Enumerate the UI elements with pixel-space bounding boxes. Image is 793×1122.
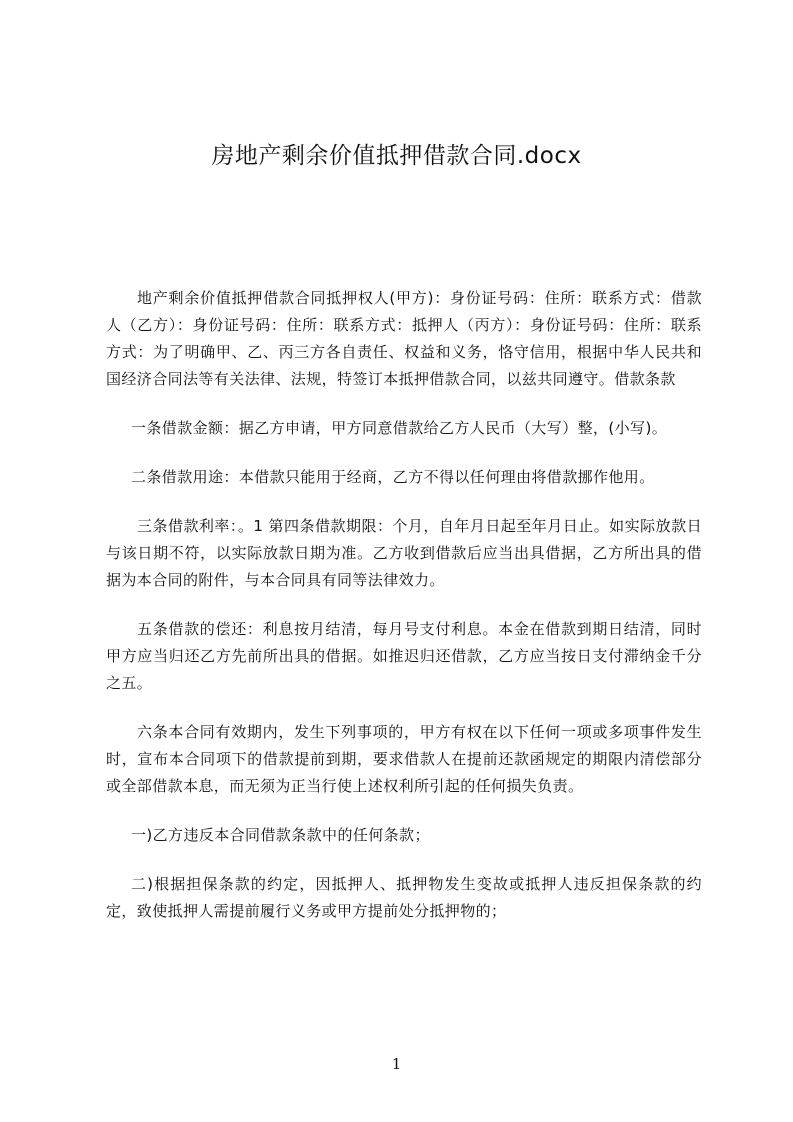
paragraph-item-two: 二)根据担保条款的约定，因抵押人、抵押物发生变故或抵押人违反担保条款的约定，致使抵押人需提前履行义务或甲方提前处分抵押物的；	[106, 875, 702, 920]
document-body	[106, 285, 702, 947]
paragraph-repayment: 五条借款的偿还：利息按月结清，每月号支付利息。本金在借款到期日结清，同时甲方应当归还乙方先前所出具的借据。如推迟归还借款，乙方应当按日支付滞纳金千分之五。	[106, 620, 702, 692]
page-number: 1	[391, 1055, 402, 1073]
paragraph-interest-term: 三条借款利率：。1 第四条借款期限：个月，自年月日起至年月日止。如实际放款日与该日期不符，以实际放款日期为准。乙方收到借款后应当出具借据，乙方所出具的借据为本合同的附件，与本合同具有同等法律效力。	[106, 517, 702, 589]
document-title: 房地产剩余价值抵押借款合同.docx	[211, 143, 582, 169]
paragraph-early-maturity: 六条本合同有效期内，发生下列事项的，甲方有权在以下任何一项或多项事件发生时，宣布本合同项下的借款提前到期，要求借款人在提前还款函规定的期限内清偿部分或全部借款本息，而无须为正当行使上述权利所引起的任何损失负责。	[106, 723, 702, 795]
paragraph-item-one: 一)乙方违反本合同借款条款中的任何条款；	[131, 826, 430, 844]
paragraph-loan-amount: 一条借款金额：据乙方申请，甲方同意借款给乙方人民币（大写）整，(小写)。	[131, 419, 668, 437]
paragraph-parties: 地产剩余价值抵押借款合同抵押权人(甲方)：身份证号码：住所：联系方式：借款人（乙方）：身份证号码：住所：联系方式：抵押人（丙方）：身份证号码：住所：联系方式：为了明确甲、乙、丙三方各自责任、权益和义务，恪守信用，根据中华人民共和国经济合同法等有关法律、法规，特签订本抵押借款合同，以兹共同遵守。借款条款	[106, 289, 702, 388]
paragraph-loan-purpose: 二条借款用途：本借款只能用于经商，乙方不得以任何理由将借款挪作他用。	[131, 468, 655, 486]
